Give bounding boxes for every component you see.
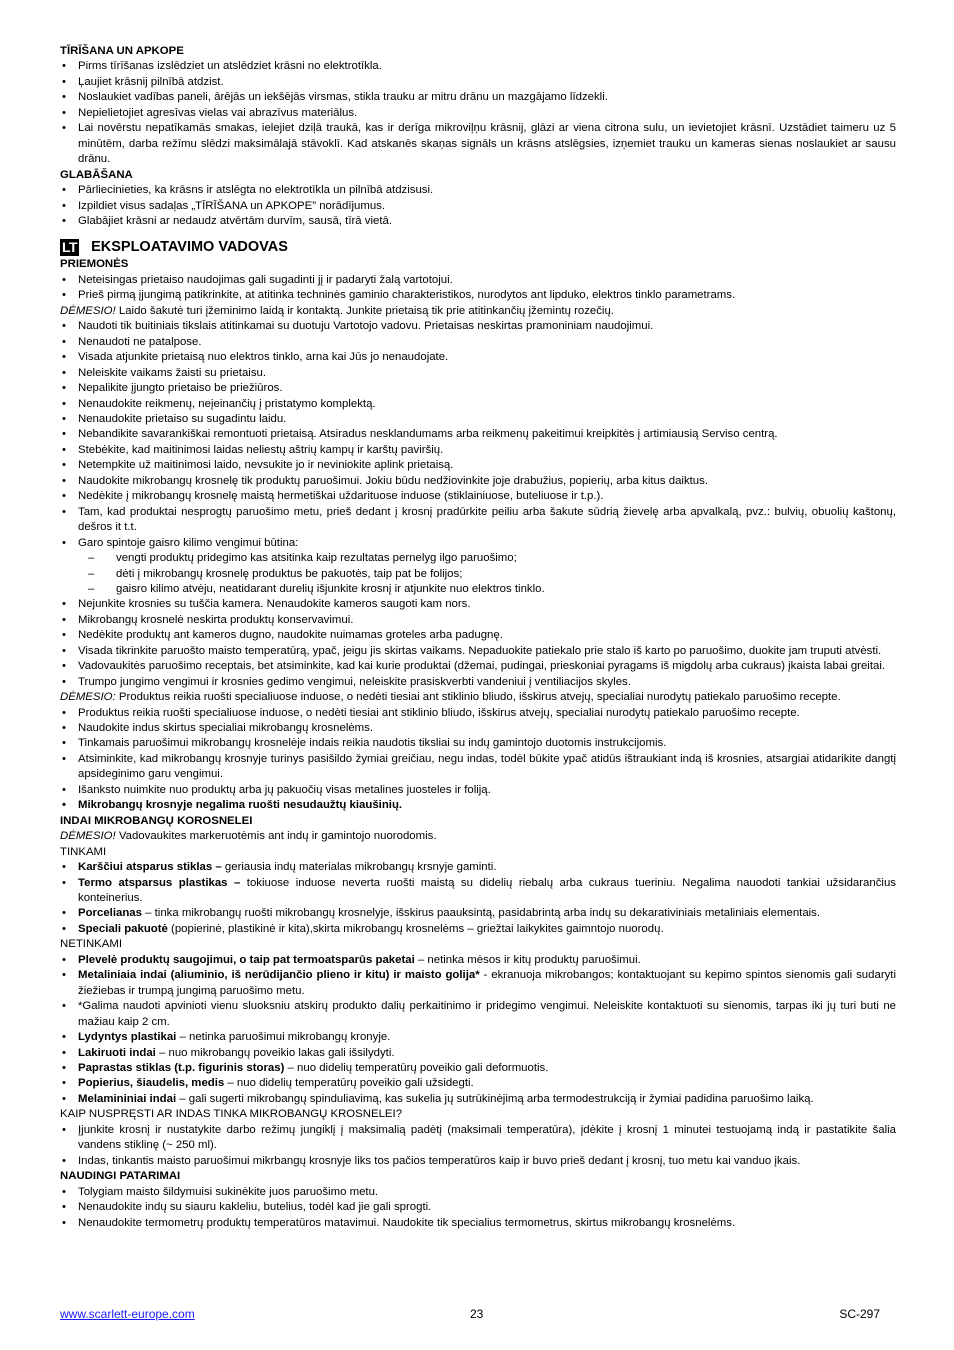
list-item: • Nenaudoti ne patalpose.: [60, 335, 896, 350]
item-text: geriausia indų materialas mikrobangų krsnyje gaminti.: [221, 861, 497, 874]
list-item: [60, 1046, 896, 1061]
item-term: Popierius, šiaudelis, medis: [78, 1077, 225, 1090]
attention-text: Vadovaukites markeruotėmis ant indų ir gamintojo nuorodomis.: [115, 830, 437, 843]
list-item: • Pirms tīrīšanas izslēdziet un atslēdziet krāsni no elektrotīkla.: [60, 59, 896, 74]
dash-item: – dėti į mikrobangų krosnelę produktus be pakuotės, taip pat be folijos;: [60, 567, 896, 582]
website-link[interactable]: www.scarlett-europe.com: [60, 1307, 195, 1321]
list-item: • Tinkamais paruošimui mikrobangų krosnelėje indais reikia naudotis tiksliai su indų gamintojo duotomis instrukcijomis.: [60, 736, 896, 751]
list-item: • Atsiminkite, kad mikrobangų krosnyje turinys pasišildo žymiai greičiau, negu indas, todėl būkite ypač atidūs ištraukiant indą iš krosnies, atsargiai atidarikite dangtį apsidеginimo garu vengimui.: [60, 752, 896, 783]
precautions-heading: PRIEMONĖS: [60, 258, 129, 271]
list-item: • Indas, tinkantis maisto paruošimui mikrbangų krosnyje liks tos pačios temperatūros kaip ir buvo prieš dedant į krosnį, tuo metu kai vanduo įkais.: [60, 1154, 896, 1169]
list-item: • Nenaudokite indų su siauru kakleliu, butelius, todėl kad jie gali sprogti.: [60, 1200, 896, 1215]
attention-label: DĖMESIO:: [60, 691, 116, 704]
dishes-attention: [60, 829, 896, 844]
section-title: EKSPLOATAVIMO VADOVAS: [91, 239, 288, 256]
list-item: [60, 922, 896, 937]
item-term: Porcelianas: [78, 907, 142, 920]
item-text: – nuo didelių temperatūrų poveikio gali deformuotis.: [284, 1062, 549, 1074]
item-text: – nuo mikrobangų poveikio lakas gali išsilydyti.: [155, 1046, 395, 1059]
list-item: • Naudoti tik buitiniais tikslais atitinkamai su duotuju Vartotojo vadovu. Prietaisas neskirtas pramoniniam naudojimui.: [60, 319, 896, 334]
list-item: • Glabājiet krāsni ar nedaudz atvērtām durvīm, sausā, tīrā vietā.: [60, 214, 896, 229]
item-text: - ekranuoja mikrobangos; kontaktuojant su kepimo spintos sienomis gali sudaryti žiežiebas ir trumpą jungimą paruošimo metu.: [78, 969, 896, 997]
list-item: • Trumpo jungimo vengimui ir krosnies gedimo vengimui, neleiskite prasiskverbti vandeniui į ventiliacijos skyles.: [60, 675, 896, 690]
list-item: [60, 999, 896, 1030]
list-item: • Naudokite indus skirtus specialiai mikrobangų krosnelėms.: [60, 721, 896, 736]
unsuitable-label: NETINKAMI: [60, 938, 123, 951]
list-item: • Išanksto nuimkite nuo produktų arba jų pakuočių visas metalines juosteles ir foliją.: [60, 783, 896, 798]
list-item: • Tam, kad produktai nesprogtų paruošimo metu, prieš dedant į krosnį pradūrkite peiliu arba šakute sūdrią žievelę arba apvalkalą, pvz.: bulvių, obuolių kaštonų, dešros it t.t.: [60, 505, 896, 536]
lv-cleaning-heading: TĪRĪŠANA UN APKOPE: [60, 45, 184, 57]
list-item: • Prieš pirmą įjungimą patikrinkite, at atitinka techninės gaminio charakteristikos, nurodytos ant lipduko, elektros tinklo parametrams.: [60, 288, 896, 303]
attention-note: [60, 304, 896, 319]
list-item: [60, 906, 896, 921]
page-footer: [60, 1307, 896, 1323]
list-item: • Ļaujiet krāsnij pilnībā atdzist.: [60, 75, 896, 90]
item-term: Termo atsparsus plastikas –: [78, 876, 241, 889]
eggs-warning: • Mikrobangų krosnyje negalima ruošti nesudaužtų kiaušinių.: [60, 798, 896, 813]
list-item: • Lai novērstu nepatīkamās smakas, ielejiet dziļā traukā, kas ir derīga mikroviļņu krāsnij, glāzi ar viena citrona sulu, un ievietojiet krāsnī. Uzstādiet taimeru uz 5 minūtēm, darba režīmu slēdzi maksimālajā stāvoklī. Kad atskanēs skaņas signāls un krāsns atslēgsies, izņemiet trauku un kameras sienas noslaukiet ar sausu drānu.: [60, 121, 896, 167]
list-item: [60, 1030, 896, 1045]
attention-note: [60, 690, 896, 705]
list-item: [60, 1076, 896, 1091]
list-item: [60, 968, 896, 999]
list-item: • Nejunkite krosnies su tuščia kamera. Nenaudokite kameros saugoti kam nors.: [60, 597, 896, 612]
check-heading: KAIP NUSPRĘSTI AR INDAS TINKA MIKROBANGŲ KROSNELEI?: [60, 1108, 403, 1121]
list-item: • Izpildiet visus sadaļas „TĪRĪŠANA un APKOPE” norādījumus.: [60, 199, 896, 214]
dash-item: – gaisro kilimo atvėju, neatidarant durelių išjunkite krosnį ir atjunkite nuo elektros tinklo.: [60, 582, 896, 597]
item-text: – gali sugerti mikrobangų spinduliavimą, kas sukelia jų sutrūkinėjimą arba termodestrukciją ir žymiai padidina paruošimo laiką.: [176, 1092, 814, 1105]
lv-storage-heading: GLABĀŠANA: [60, 168, 133, 181]
list-item: • Naudokite mikrobangų krosnelę tik produktų paruošimui. Jokiu būdu nedžiovinkite joje drabužius, popierių, arba kitus daiktus.: [60, 474, 896, 489]
item-term: Paprastas stiklas (t.p. figurinis storas): [78, 1062, 285, 1074]
item-text: – netinka paruošimui mikrobangų kronyje.: [176, 1031, 391, 1044]
list-item: • Neleiskite vaikams žaisti su prietaisu.: [60, 366, 896, 381]
model-number: SC-297: [839, 1307, 880, 1321]
language-badge: LT: [62, 239, 78, 256]
list-item: • Neteisingas prietaiso naudojimas gali sugadinti jį ir padaryti žalą vartotojui.: [60, 273, 896, 288]
list-item: • Nedėkite į mikrobangų krosnelę maistą hermetiškai uždarituose induose (stiklainiuose, buteliuose ir t.p.).: [60, 489, 896, 504]
list-item: • Nenaudokite reikmenų, neįeinančių į pristatymo komplektą.: [60, 397, 896, 412]
item-term: Lydyntys plastikai: [78, 1031, 177, 1044]
page-number: 23: [470, 1307, 484, 1321]
list-item: • Produktus reikia ruošti specialiuose induose, o nedėti tiesiai ant stiklinio bliudo, išskirus atvejų, specialiai nurodytų patiekalo paruošimo recepte.: [60, 706, 896, 721]
item-text: *Galima naudoti apvinioti vienu sluoksniu atskirų produkto dalių perkaitinimo ir pridegimo vengimui. Neleiskite kontaktuoti su sienomis, tarpas iki jų turi buti ne mažiau kaip 2 cm.: [78, 1000, 896, 1028]
item-term: Speciali pakuotė: [78, 922, 168, 935]
item-term: Karščiui atsparus stiklas –: [78, 861, 222, 874]
item-term: Plevelė produktų saugojimui, o taip pat termoatsparūs paketai: [78, 953, 415, 966]
attention-label: DĖMESIO!: [60, 304, 116, 317]
item-term: Lakiruoti indai: [78, 1046, 156, 1059]
list-item: [60, 1092, 896, 1107]
list-item: • Nenaudokite termometrų produktų temperatūros matavimui. Naudokite tik specialius termometrus, skirtus mikrobangų krosnelėms.: [60, 1216, 896, 1231]
item-term: Melamininiai indai: [78, 1092, 177, 1105]
list-item: [60, 860, 896, 875]
list-item: • Nenaudokite prietaiso su sugadintu laidu.: [60, 412, 896, 427]
list-item: • Visada atjunkite prietaisą nuo elektros tinklo, arna kai Jūs jo nenaudojate.: [60, 350, 896, 365]
suitable-label: TINKAMI: [60, 845, 107, 858]
list-item: [60, 1061, 896, 1076]
list-item: • Įjunkite krosnį ir nustatykite darbo režimų jungiklį į maksimalią padėtį (maksimali temperatūra), įdėkite į krosnį 1 minutei testuojamą indą ir pastatikite šalia vandens stiklinę (~ 250 ml).: [60, 1123, 896, 1154]
list-item: [60, 953, 896, 968]
item-text: – tinka mikrobangų ruošti mikrobangų krosnelyje, išskirus paauksintą, pasidabrintą arba indų su dekarativiniais metaliniais elementais.: [141, 907, 821, 920]
item-text: – netinka mėsos ir kitų produktų paruošimui.: [414, 953, 641, 966]
item-text: – nuo didelių temperatūrų poveikio gali užsidegti.: [224, 1077, 474, 1090]
list-item: • Mikrobangų krosnelė neskirta produktų konservavimui.: [60, 613, 896, 628]
item-term: Metaliniaia indai (aliuminio, iš nerūdijančio plieno ir kitu) ir maisto golija*: [78, 969, 480, 982]
list-item: • Netempkite už maitinimosi laido, nevsukite jo ir neviniokite aplink prietaisą.: [60, 458, 896, 473]
list-item: • Visada tikrinkite paruošto maisto temperatūrą, ypač, jeigu jis skirtas vaikams. Nepaduokite patiekalo prie stalo iš karto po paruošimo, duokite jam truputi atvėsti.: [60, 644, 896, 659]
attention-label: DĖMESIO!: [60, 830, 116, 843]
list-item: • Tolygiam maisto šildymuisi sukinėkite juos paruošimo metu.: [60, 1185, 896, 1200]
attention-text: Laido šakutė turi įžeminimo laidą ir kontaktą. Junkite prietaisą tik prie atitinkančių įžemintų rozečių.: [115, 304, 614, 317]
list-item: • Pārliecinieties, ka krāsns ir atslēgta no elektrotīkla un pilnībā atdzisusi.: [60, 183, 896, 198]
dishes-heading: INDAI MIKROBANGŲ KOROSNELEI: [60, 814, 253, 827]
attention-text: Produktus reikia ruošti specialiuose induose, o nedėti tiesiai ant stiklinio bliudo, išskirus atvejų, specialiai nurodytų patiekalo paruošimo recepte.: [115, 691, 841, 704]
item-text: (popierinė, plastikinė ir kita),skirta mikrobangų krosnelėms – griežtai laikykites gaimntojo nuorodų.: [167, 922, 664, 935]
list-item: • Stebėkite, kad maitinimosi laidas neliestų aštrių kampų ir karštų paviršių.: [60, 443, 896, 458]
item-text: tokiuose induose neverta ruošti maistą su didelių riebalų arba cukraus tueriniu. Negalima nauodoti tankiai užsidarančius konteinerius.: [78, 876, 896, 905]
page-content: [60, 44, 896, 1231]
list-item: • Nebandikite savarankiškai remontuoti prietaisą. Atsiradus nesklandumams arba reikmenų pakeitimui kreipkitės į artimiausią Serviso centrą.: [60, 427, 896, 442]
list-item: • Nedėkite produktų ant kameros dugno, naudokite nuimamas groteles arba padugnę.: [60, 628, 896, 643]
list-item: • Noslaukiet vadības paneli, ārējās un iekšējās virsmas, stikla trauku ar mitru drānu un mazgājamo līdzekli.: [60, 90, 896, 105]
list-item: • Garo spintoje gaisro kilimo vengimui būtina:: [60, 536, 896, 551]
list-item: [60, 876, 896, 907]
list-item: • Nepalikite įjungto prietaiso be priežiūros.: [60, 381, 896, 396]
list-item: • Vadovaukitės paruošimo receptais, bet atsiminkite, kad kai kurie produktai (džemai, pudingai, prieskoniai pyragams iš migdolų arba cukraus) įkaista labai greitai.: [60, 659, 896, 674]
lt-section-header: [60, 238, 896, 257]
dash-item: – vengti produktų pridegimo kas atsitinka kaip rezultatas pernelyg ilgo paruošimo;: [60, 551, 896, 566]
list-item: • Nepielietojiet agresīvas vielas vai abrazīvus materiālus.: [60, 106, 896, 121]
tips-heading: NAUDINGI PATARIMAI: [60, 1170, 181, 1183]
